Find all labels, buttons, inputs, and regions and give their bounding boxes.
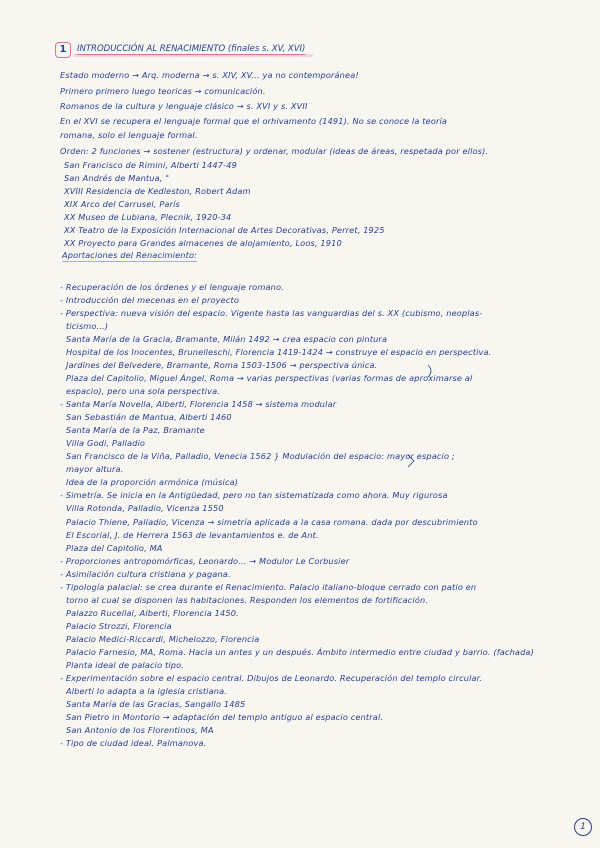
section-item: Palacio Farnesio, MA, Roma. Hacia un antes y un después. Ámbito intermedio entre ciudad y barrio. (fachada) xyxy=(66,647,534,657)
section-item: ticismo...) xyxy=(66,321,109,331)
section-item: torno al cual se disponen las habitaciones. Responden los elementos de fortificación. xyxy=(66,595,429,605)
section-item: Plaza del Capitolio, MA xyxy=(66,543,163,553)
intro-line: En el XVI se recupera el lenguaje formal que el orhivamento (1491). No se conoce la teoría xyxy=(60,116,448,126)
brace-mark xyxy=(408,455,414,467)
section-item: Hospital de los Inocentes, Brunelleschi, Florencia 1419-1424 → construye el espacio en perspectiva. xyxy=(66,347,492,357)
section-item: San Pietro in Montorio → adaptación del templo antiguo al espacio central. xyxy=(66,712,384,722)
section-item: espacio), pero una sola perspectiva. xyxy=(66,386,221,396)
section-item: Villa Godi, Palladio xyxy=(66,438,146,448)
section-item: San Sebastián de Mantua, Alberti 1460 xyxy=(66,412,232,422)
section-item: Santa María de las Gracias, Sangallo 1485 xyxy=(66,699,246,709)
section-item: San Antonio de los Florentinos, MA xyxy=(66,725,214,735)
section-item: San Francisco de la Viña, Palladio, Venecia 1562 } Modulación del espacio: mayor espacio ; xyxy=(66,451,455,461)
intro-line: XIX Arco del Carrusel, París xyxy=(64,199,180,209)
section-heading: Aportaciones del Renacimiento: xyxy=(62,250,198,260)
section-item: Plaza del Capitolio, Miguel Ángel, Roma → varias perspectivas (varias formas de aproximarse al xyxy=(66,373,473,383)
section-item: Palazzo Rucellai, Alberti, Florencia 1450. xyxy=(66,608,239,618)
section-number-box: 1 xyxy=(55,42,71,58)
section-item: - Simetría. Se inicia en la Antigüedad, pero no tan sistematizada como ahora. Muy rigurosa xyxy=(60,490,448,500)
intro-line: Primero primero luego teoricas → comunicación. xyxy=(60,86,266,96)
intro-line: XVIII Residencia de Kedleston, Robert Adam xyxy=(64,186,251,196)
section-item: - Proporciones antropomórficas, Leonardo... → Modulor Le Corbusier xyxy=(60,556,350,566)
section-item: - Tipología palacial: se crea durante el Renacimiento. Palacio italiano-bloque cerrado con patio en xyxy=(60,582,477,592)
intro-line: San Andrés de Mantua, " xyxy=(64,173,170,183)
section-item: Palacio Medici-Riccardi, Michelozzo, Florencia xyxy=(66,634,260,644)
page-title: INTRODUCCIÓN AL RENACIMIENTO (finales s. XV, XVI) xyxy=(77,44,306,54)
section-item: - Tipo de ciudad ideal. Palmanova. xyxy=(60,738,207,748)
bracket-mark xyxy=(428,365,431,377)
section-item: El Escorial, J. de Herrera 1563 de levantamientos e. de Ant. xyxy=(66,530,319,540)
intro-line: Romanos de la cultura y lenguaje clásico → s. XVI y s. XVII xyxy=(60,101,308,111)
section-item: Palacio Thiene, Palladio, Vicenza → simetría aplicada a la casa romana. dada por descubrimiento xyxy=(66,517,478,527)
intro-line: Estado moderno → Arq. moderna → s. XIV, XV... ya no contemporánea! xyxy=(60,70,359,80)
intro-line: romana, solo el lenguaje formal. xyxy=(60,130,198,140)
section-item: Idea de la proporción armónica (música) xyxy=(66,477,239,487)
intro-line: XX Proyecto para Grandes almacenes de alojamiento, Loos, 1910 xyxy=(64,238,342,248)
section-item: Villa Rotonda, Palladio, Vicenza 1550 xyxy=(66,503,224,513)
section-item: Jardines del Belvedere, Bramante, Roma 1503-1506 → perspectiva única. xyxy=(66,360,378,370)
section-item: - Introducción del mecenas en el proyecto xyxy=(60,295,240,305)
section-item: - Perspectiva: nueva visión del espacio. Vigente hasta las vanguardias del s. XX (cubismo, neoplas- xyxy=(60,308,483,318)
section-item: Santa María de la Paz, Bramante xyxy=(66,425,205,435)
section-item: Palacio Strozzi, Florencia xyxy=(66,621,172,631)
section-item: Alberti lo adapta a la iglesia cristiana. xyxy=(66,686,228,696)
intro-line: XX Teatro de la Exposición Internacional de Artes Decorativas, Perret, 1925 xyxy=(64,225,385,235)
section-item: mayor altura. xyxy=(66,464,124,474)
page-number: 1 xyxy=(574,818,592,836)
intro-line: Orden: 2 funciones → sostener (estructura) y ordenar, modular (ideas de áreas, respetada por ellos). xyxy=(60,146,489,156)
intro-line: San Francisco de Rimini, Alberti 1447-49 xyxy=(64,160,237,170)
intro-line: XX Museo de Lubiana, Plecnik, 1920-34 xyxy=(64,212,232,222)
section-item: - Experimentación sobre el espacio central. Dibujos de Leonardo. Recuperación del templo circular. xyxy=(60,673,483,683)
section-item: Planta ideal de palacio tipo. xyxy=(66,660,185,670)
section-item: - Recuperación de los órdenes y el lenguaje romano. xyxy=(60,282,284,292)
section-item: - Santa María Novella, Alberti, Florencia 1458 → sistema modular xyxy=(60,399,337,409)
section-item: - Asimilación cultura cristiana y pagana. xyxy=(60,569,231,579)
section-item: Santa María de la Gracia, Bramante, Milán 1492 → crea espacio con pintura xyxy=(66,334,388,344)
